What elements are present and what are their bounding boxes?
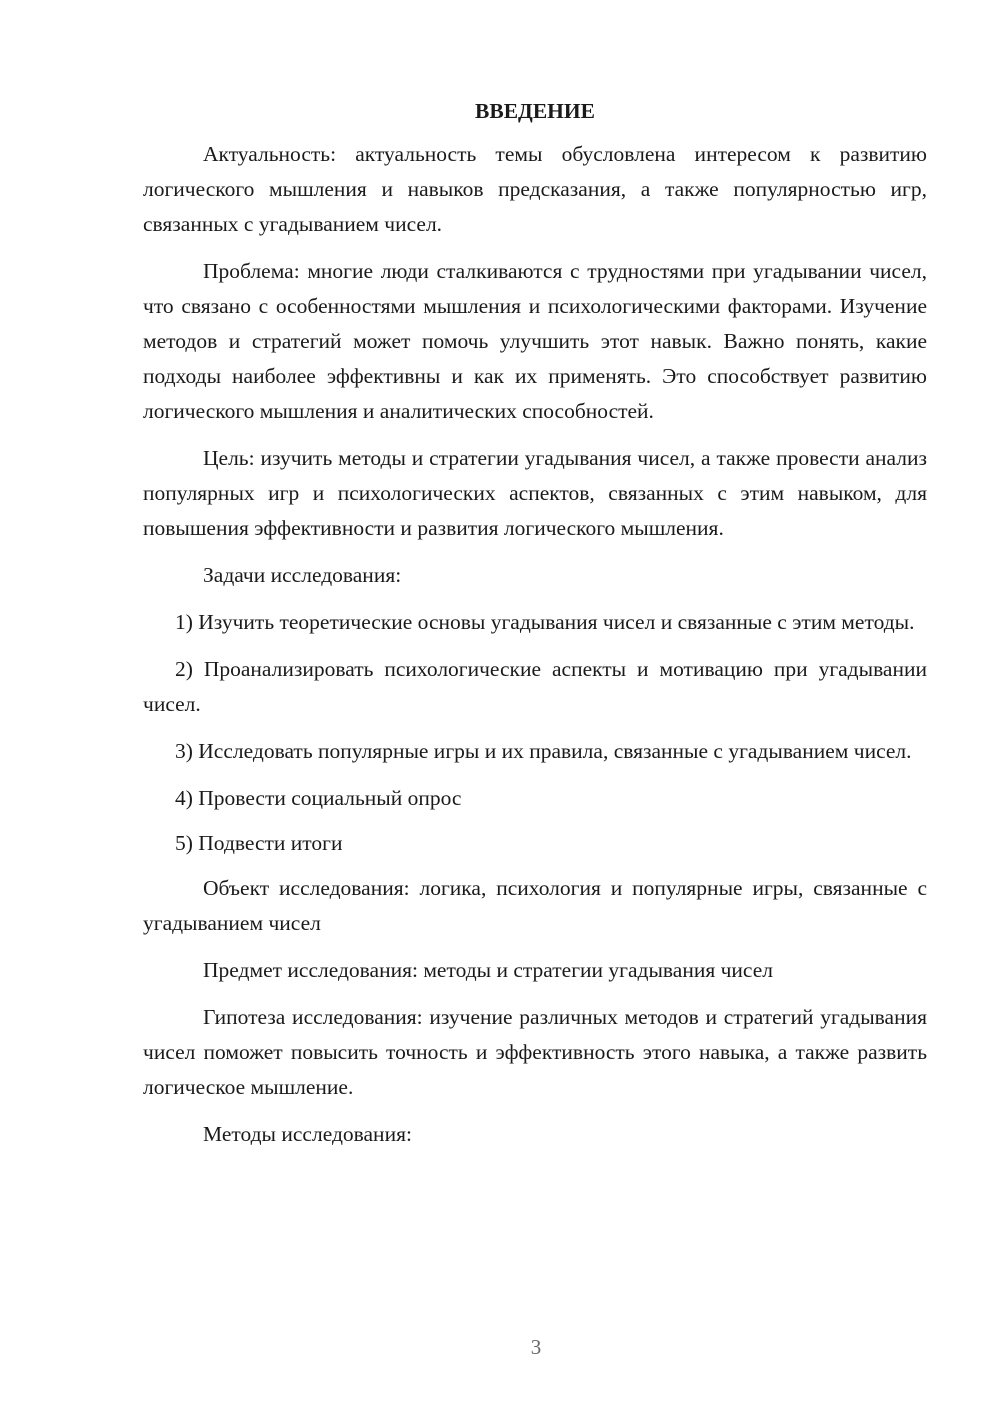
task-item-1: 1) Изучить теоретические основы угадывания чисел и связанные с этим методы.: [175, 610, 915, 634]
paragraph-hypothesis: Гипотеза исследования: изучение различных методов и стратегий угадывания чисел поможет повысить точность и эффективность этого навыка, а также развить логическое мышление.: [143, 1005, 927, 1099]
page-number: 3: [530, 1335, 542, 1359]
paragraph-subject: Предмет исследования: методы и стратегии угадывания чисел: [203, 958, 774, 982]
paragraph-object: Объект исследования: логика, психология и популярные игры, связанные с угадыванием чисел: [143, 876, 927, 935]
page-content: [143, 94, 927, 1164]
tasks-heading: Задачи исследования:: [203, 563, 402, 587]
page-title: ВВЕДЕНИЕ: [475, 99, 595, 123]
paragraph-problem: Проблема: многие люди сталкиваются с трудностями при угадывании чисел, что связано с особенностями мышления и психологическими факторами. Изучение методов и стратегий может помочь улучшить этот навык. Важно понять, какие подходы наиболее эффективны и как их применять. Это способствует развитию логического мышления и аналитических способностей.: [143, 259, 927, 423]
paragraph-goal: Цель: изучить методы и стратегии угадывания чисел, а также провести анализ популярных игр и психологических аспектов, связанных с этим навыком, для повышения эффективности и развития логического мышления.: [143, 446, 927, 540]
task-item-4: 4) Провести социальный опрос: [175, 786, 462, 810]
task-item-3: 3) Исследовать популярные игры и их правила, связанные с угадыванием чисел.: [175, 739, 912, 763]
task-item-2: 2) Проанализировать психологические аспекты и мотивацию при угадывании чисел.: [143, 657, 927, 716]
task-item-5: 5) Подвести итоги: [175, 831, 343, 855]
methods-heading: Методы исследования:: [203, 1122, 412, 1146]
paragraph-relevance: Актуальность: актуальность темы обусловлена интересом к развитию логического мышления и навыков предсказания, а также популярностью игр, связанных с угадыванием чисел.: [143, 142, 927, 236]
